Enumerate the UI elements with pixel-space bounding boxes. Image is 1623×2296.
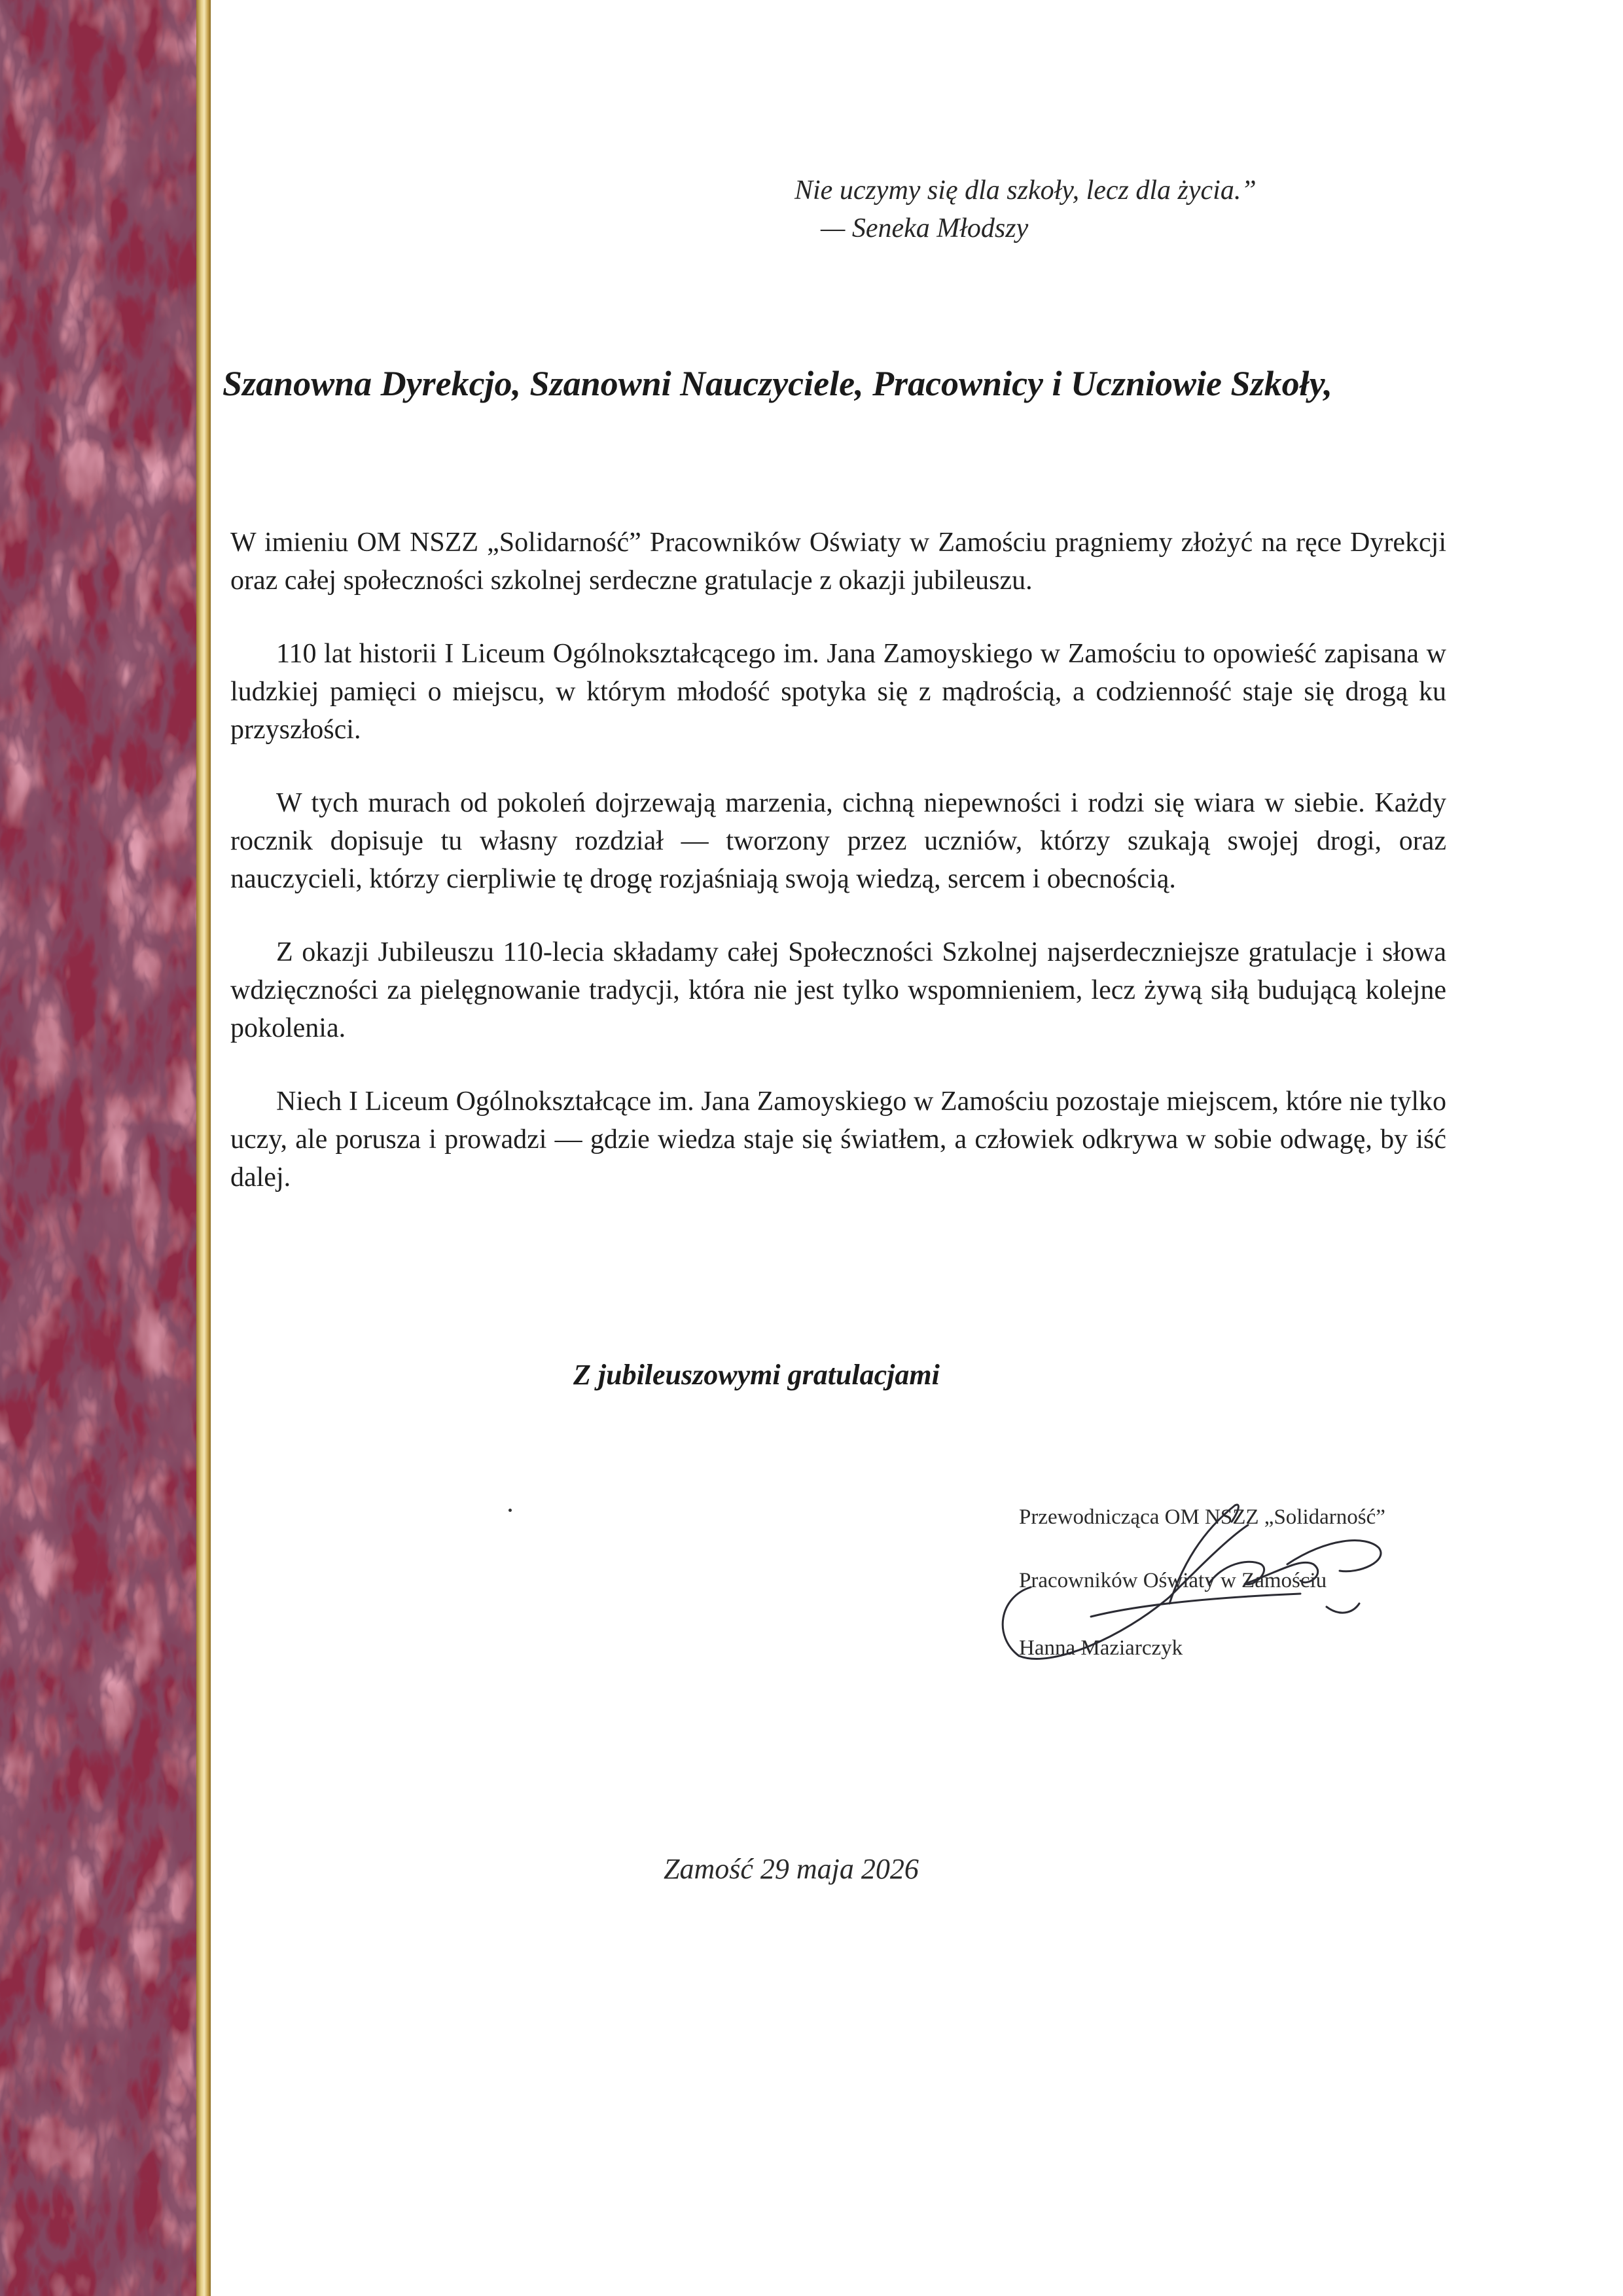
letter-body xyxy=(230,524,1446,1232)
paragraph-2: 110 lat historii I Liceum Ogólnokształcącego im. Jana Zamoyskiego w Zamościu to opowieść zapisana w ludzkiej pamięci o miejscu, w którym młodość spotyka się z mądrością, a codzienność staje się drogą ku przyszłości. xyxy=(230,639,1446,745)
motto-quote: Nie uczymy się dla szkoły, lecz dla życia.” xyxy=(794,175,1257,206)
signatory-title-line-1: Przewodnicząca OM NSZZ „Solidarność” xyxy=(1019,1505,1385,1529)
gold-border-rule xyxy=(196,0,211,2296)
paragraph-1: W imieniu OM NSZZ „Solidarność” Pracowników Oświaty w Zamościu pragniemy złożyć na ręce Dyrekcji oraz całej społeczności szkolnej serdeczne gratulacje z okazji jubileuszu. xyxy=(230,528,1446,596)
scan-speck xyxy=(508,1509,512,1512)
letter-page xyxy=(211,0,1623,2296)
signature-block xyxy=(1019,1505,1516,1702)
motto xyxy=(794,171,1257,247)
salutation: Szanowna Dyrekcjo, Szanowni Nauczyciele, Pracownicy i Uczniowie Szkoły, xyxy=(223,364,1333,403)
paragraph-5: Niech I Liceum Ogólnokształcące im. Jana Zamoyskiego w Zamościu pozostaje miejscem, które nie tylko uczy, ale porusza i prowadzi — gdzie wiedza staje się światłem, a człowiek odkrywa w sobie odwagę, by iść dalej. xyxy=(230,1086,1446,1193)
paragraph-3: W tych murach od pokoleń dojrzewają marzenia, cichną niepewności i rodzi się wiara w siebie. Każdy rocznik dopisuje tu własny rozdział — tworzony przez uczniów, którzy szukają swojej drogi, oraz nauczycieli, którzy cierpliwie tę drogę rozjaśniają swoją wiedzą, sercem i obecnością. xyxy=(230,788,1446,894)
signatory-name: Hanna Maziarczyk xyxy=(1019,1636,1183,1660)
paragraph-4: Z okazji Jubileuszu 110-lecia składamy całej Społeczności Szkolnej najserdeczniejsze gratulacje i słowa wdzięczności za pielęgnowanie tradycji, która nie jest tylko wspomnieniem, lecz żywą siłą budującą kolejne pokolenia. xyxy=(230,937,1446,1043)
closing-line: Z jubileuszowymi gratulacjami xyxy=(573,1359,940,1391)
motto-author: — Seneka Młodszy xyxy=(821,213,1029,243)
signatory-title-line-2: Pracowników Oświaty w Zamościu xyxy=(1019,1569,1327,1592)
marble-pattern xyxy=(0,0,196,2296)
letter-date: Zamość 29 maja 2026 xyxy=(664,1853,919,1885)
marbled-border xyxy=(0,0,196,2296)
handwritten-signature xyxy=(973,1466,1431,1676)
